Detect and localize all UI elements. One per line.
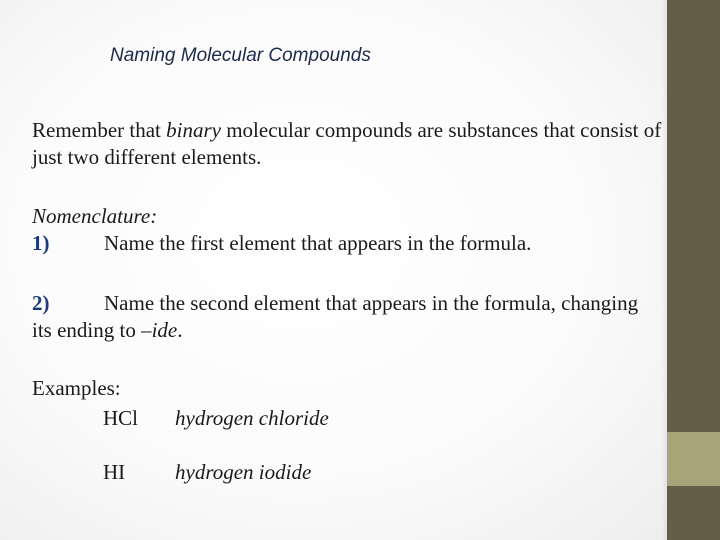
examples-heading: Examples: — [32, 376, 121, 400]
intro-paragraph — [32, 117, 662, 171]
example-name: hydrogen chloride — [175, 406, 329, 430]
example-name: hydrogen iodide — [175, 460, 312, 484]
rule-2-suffix: –ide — [141, 318, 178, 342]
intro-emphasis: binary — [166, 118, 221, 142]
example-formula: HCl — [103, 406, 139, 430]
rule-2-text: Name the second element that appears in the formula, changing its ending to — [32, 291, 639, 342]
rule-1 — [32, 230, 662, 257]
intro-text-after: molecular compounds are substances that consist of just two different elements. — [32, 118, 662, 169]
examples-section — [32, 375, 662, 486]
slide-title: Naming Molecular Compounds — [110, 45, 371, 66]
rule-2-period: . — [177, 318, 183, 342]
rule-1-number: 1) — [32, 231, 50, 255]
rule-2 — [32, 290, 662, 344]
example-row — [32, 459, 662, 486]
rule-1-text: Name the first element that appears in the formula. — [104, 231, 532, 255]
nomenclature-section — [32, 203, 662, 257]
example-formula: HI — [103, 460, 126, 484]
intro-text-before: Remember that — [32, 118, 167, 142]
nomenclature-heading: Nomenclature: — [32, 204, 158, 228]
example-row — [32, 405, 662, 432]
decorative-sidebar-accent — [667, 432, 720, 486]
rule-2-number: 2) — [32, 291, 50, 315]
